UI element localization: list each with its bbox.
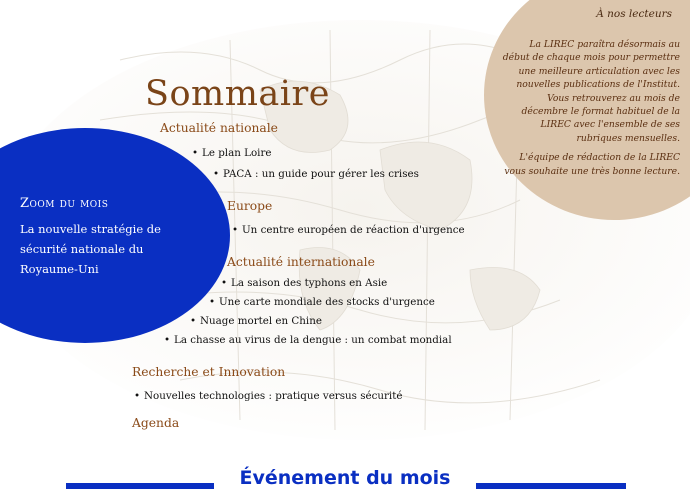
toc-item[interactable]: • La saison des typhons en Asie	[221, 277, 388, 289]
divider	[476, 483, 626, 489]
toc-item[interactable]: • Un centre européen de réaction d'urgence	[232, 224, 465, 236]
section-heading-europe[interactable]: Europe	[227, 199, 273, 213]
readers-note-paragraph: L'équipe de rédaction de la LIREC vous souhaite une très bonne lecture.	[504, 152, 680, 177]
page-title: Sommaire	[145, 74, 330, 114]
toc-item[interactable]: • Le plan Loire	[192, 147, 272, 159]
section-heading-agenda[interactable]: Agenda	[132, 416, 180, 430]
event-header	[66, 465, 626, 495]
divider	[66, 483, 214, 489]
readers-note-paragraph: La LIREC paraîtra désormais au début de chaque mois pour permettre une meilleure articulation avec les nouvelles publications de l'Institut. Vous retrouverez au mois de décembre le format habituel de la LIREC avec l'ensemble de ses rubriques mensuelles.	[502, 39, 680, 144]
section-heading-actualite-nationale[interactable]: Actualité nationale	[160, 121, 278, 135]
event-title: Événement du mois	[239, 467, 451, 489]
zoom-title: Zoom du mois	[20, 196, 109, 211]
toc-item[interactable]: • Nuage mortel en Chine	[190, 315, 322, 327]
zoom-link[interactable]: La nouvelle stratégie de sécurité nationale du Royaume-Uni	[20, 222, 161, 276]
section-heading-recherche-innovation[interactable]: Recherche et Innovation	[132, 365, 286, 379]
readers-note-title: À nos lecteurs	[596, 8, 672, 20]
toc-item[interactable]: • Nouvelles technologies : pratique versus sécurité	[134, 390, 403, 402]
toc-item[interactable]: • Une carte mondiale des stocks d'urgence	[209, 296, 435, 308]
section-heading-actualite-internationale[interactable]: Actualité internationale	[227, 255, 375, 269]
readers-note-body	[500, 38, 680, 184]
toc-item[interactable]: • La chasse au virus de la dengue : un combat mondial	[164, 334, 452, 346]
toc-item[interactable]: • PACA : un guide pour gérer les crises	[213, 168, 419, 180]
